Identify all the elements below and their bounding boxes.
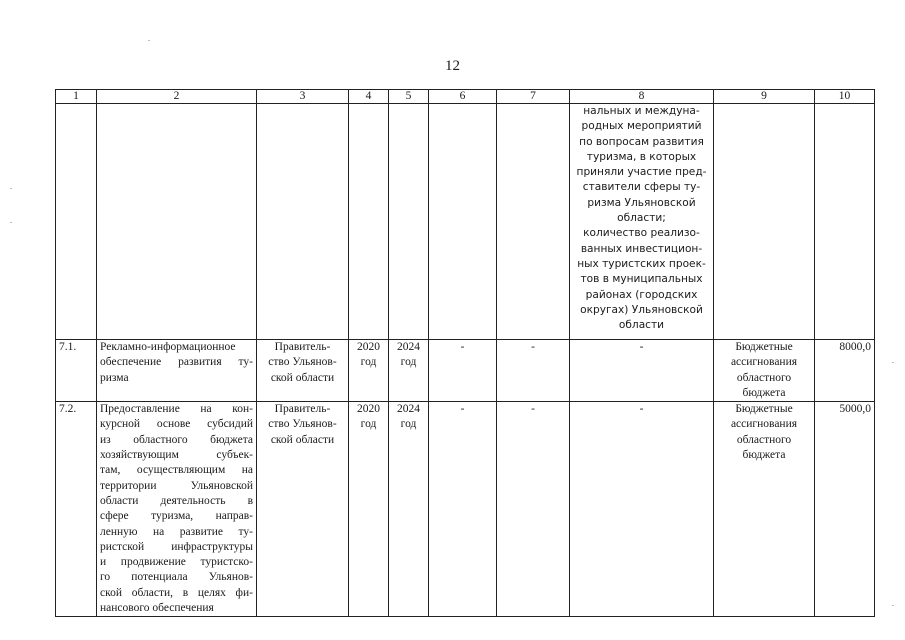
cell bbox=[97, 104, 257, 340]
text-line: Предоставление на кон- bbox=[100, 403, 253, 416]
table-row bbox=[56, 340, 875, 402]
text-line: районах (городских bbox=[585, 288, 698, 301]
text-line: ство Ульянов- bbox=[268, 418, 337, 431]
col-header-6: 6 bbox=[429, 90, 497, 104]
row-number: 7.2. bbox=[56, 402, 97, 617]
text-line: хозяйствующим субъек- bbox=[100, 449, 253, 462]
funding-amount: 8000,0 bbox=[815, 340, 875, 402]
end-year bbox=[389, 402, 429, 617]
text-line: 2024 bbox=[397, 403, 420, 416]
text-line: ных туристских проек- bbox=[577, 257, 706, 270]
text-line: ставители сферы ту- bbox=[582, 181, 701, 194]
page-number: 12 bbox=[445, 58, 460, 74]
text-line: области; bbox=[617, 212, 666, 225]
text-line: там, осуществляющим на bbox=[100, 464, 253, 477]
cell bbox=[389, 104, 429, 340]
column-number-row bbox=[56, 90, 875, 104]
measure-description bbox=[97, 402, 257, 617]
text-line: тов в муниципальных bbox=[580, 273, 703, 286]
table-row bbox=[56, 402, 875, 617]
text-line: Бюджетные bbox=[735, 341, 793, 353]
text-line: ской области bbox=[270, 371, 335, 384]
text-line: ризма Ульяновской bbox=[587, 196, 696, 209]
executor bbox=[257, 340, 349, 402]
col8-value: - bbox=[570, 402, 714, 617]
text-line: приняли участие пред- bbox=[576, 166, 707, 179]
text-line: областного bbox=[736, 371, 792, 384]
col-header-8: 8 bbox=[570, 90, 714, 104]
text-line: области деятельность в bbox=[100, 494, 253, 507]
text-line: ризма bbox=[100, 371, 129, 384]
col-header-5: 5 bbox=[389, 90, 429, 104]
text-line: по вопросам развития bbox=[579, 135, 704, 148]
text-line: 2020 bbox=[357, 341, 380, 353]
text-line: туризма, в которых bbox=[586, 150, 697, 163]
text-line: ассигнования bbox=[730, 418, 798, 431]
text-line: ской области bbox=[270, 433, 335, 446]
col-header-2: 2 bbox=[97, 90, 257, 104]
cell bbox=[429, 104, 497, 340]
text-line: Бюджетные bbox=[735, 403, 793, 416]
text-line: родных мероприятий bbox=[581, 120, 702, 133]
text-line: округах) Ульяновской bbox=[580, 303, 703, 316]
text-line: Рекламно-информационное bbox=[100, 341, 236, 353]
text-line: год bbox=[360, 356, 377, 369]
end-year bbox=[389, 340, 429, 402]
text-line: бюджета bbox=[742, 449, 786, 462]
text-line: количество реализо- bbox=[583, 227, 700, 240]
cell bbox=[497, 104, 570, 340]
continuation-row bbox=[56, 104, 875, 340]
col-header-4: 4 bbox=[349, 90, 389, 104]
cell bbox=[56, 104, 97, 340]
text-line: год bbox=[400, 418, 417, 431]
cell bbox=[257, 104, 349, 340]
col-header-1: 1 bbox=[56, 90, 97, 104]
text-line: год bbox=[400, 356, 417, 369]
text-line: нансового обеспечения bbox=[100, 602, 214, 615]
text-line: ассигнования bbox=[730, 356, 798, 369]
text-line: год bbox=[360, 418, 377, 431]
indicator-continuation bbox=[570, 104, 714, 340]
funding-amount: 5000,0 bbox=[815, 402, 875, 617]
text-line: ленную на развитие ту- bbox=[100, 525, 253, 538]
cell bbox=[815, 104, 875, 340]
text-line: 2020 bbox=[357, 403, 380, 416]
text-line: областного bbox=[736, 433, 792, 446]
text-line: Правитель- bbox=[274, 403, 331, 416]
text-line: курсной основе субсидий bbox=[100, 418, 253, 431]
col-header-3: 3 bbox=[257, 90, 349, 104]
executor bbox=[257, 402, 349, 617]
text-line: Правитель- bbox=[274, 341, 331, 353]
program-table bbox=[55, 89, 875, 617]
col7-value: - bbox=[497, 402, 570, 617]
cell bbox=[714, 104, 815, 340]
text-line: нальных и междуна- bbox=[583, 105, 700, 117]
funding-source bbox=[714, 340, 815, 402]
text-line: области bbox=[618, 319, 665, 332]
text-line: ской области, в целях фи- bbox=[100, 586, 253, 599]
text-line: и продвижение туристско- bbox=[100, 556, 253, 569]
text-line: ство Ульянов- bbox=[268, 356, 337, 369]
start-year bbox=[349, 340, 389, 402]
funding-source bbox=[714, 402, 815, 617]
col8-value: - bbox=[570, 340, 714, 402]
text-line: го потенциала Ульянов- bbox=[100, 571, 253, 584]
col6-value: - bbox=[429, 340, 497, 402]
measure-description bbox=[97, 340, 257, 402]
col-header-10: 10 bbox=[815, 90, 875, 104]
text-line: ванных инвестицион- bbox=[580, 242, 703, 255]
col-header-7: 7 bbox=[497, 90, 570, 104]
text-line: 2024 bbox=[397, 341, 420, 353]
col6-value: - bbox=[429, 402, 497, 617]
text-line: ристской инфраструктуры bbox=[100, 540, 253, 553]
start-year bbox=[349, 402, 389, 617]
cell bbox=[349, 104, 389, 340]
row-number: 7.1. bbox=[56, 340, 97, 402]
text-line: бюджета bbox=[742, 386, 786, 399]
text-line: сфере туризма, направ- bbox=[100, 510, 253, 523]
text-line: из областного бюджета bbox=[100, 433, 253, 446]
col-header-9: 9 bbox=[714, 90, 815, 104]
col7-value: - bbox=[497, 340, 570, 402]
text-line: территории Ульяновской bbox=[100, 479, 253, 492]
text-line: обеспечение развития ту- bbox=[100, 356, 253, 369]
